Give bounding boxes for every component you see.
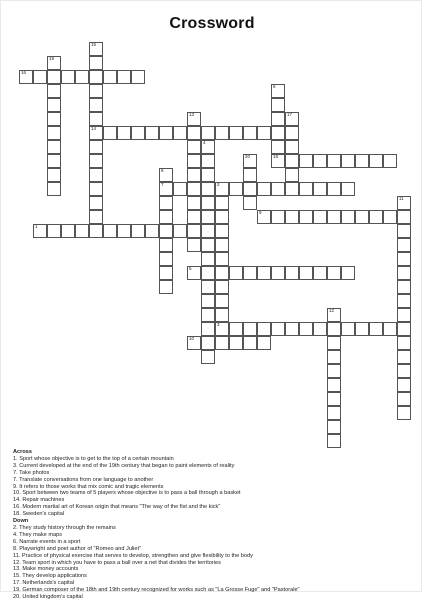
grid-cell[interactable] xyxy=(89,140,103,154)
grid-cell[interactable] xyxy=(47,154,61,168)
down-clue: 4. They make maps xyxy=(13,531,63,538)
grid-cell[interactable] xyxy=(103,126,117,140)
grid-cell[interactable] xyxy=(47,140,61,154)
grid-cell[interactable] xyxy=(327,392,341,406)
grid-cell[interactable] xyxy=(369,322,383,336)
grid-cell[interactable] xyxy=(271,126,285,140)
grid-cell[interactable] xyxy=(215,322,229,336)
clue-number: 8 xyxy=(161,168,164,173)
grid-cell[interactable] xyxy=(299,266,313,280)
grid-cell[interactable] xyxy=(397,322,411,336)
down-clue: 19. German composer of the 18th and 19th century recognized for works such as "La Grosse Fuge" and "Pastorale" xyxy=(13,587,300,594)
grid-cell[interactable] xyxy=(159,266,173,280)
grid-cell[interactable] xyxy=(397,238,411,252)
grid-cell[interactable] xyxy=(215,266,229,280)
grid-cell[interactable] xyxy=(327,308,341,322)
grid-cell[interactable] xyxy=(271,84,285,98)
grid-cell[interactable] xyxy=(327,406,341,420)
grid-cell[interactable] xyxy=(201,322,215,336)
grid-cell[interactable] xyxy=(229,126,243,140)
grid-cell[interactable] xyxy=(397,252,411,266)
grid-cell[interactable] xyxy=(89,98,103,112)
grid-cell[interactable] xyxy=(285,126,299,140)
grid-cell[interactable] xyxy=(145,126,159,140)
grid-cell[interactable] xyxy=(243,322,257,336)
grid-cell[interactable] xyxy=(229,182,243,196)
grid-cell[interactable] xyxy=(89,168,103,182)
grid-cell[interactable] xyxy=(383,322,397,336)
grid-cell[interactable] xyxy=(47,168,61,182)
clue-number: 19 xyxy=(49,56,55,61)
grid-cell[interactable] xyxy=(271,98,285,112)
grid-cell[interactable] xyxy=(117,224,131,238)
grid-cell[interactable] xyxy=(215,210,229,224)
grid-cell[interactable] xyxy=(397,294,411,308)
grid-cell[interactable] xyxy=(201,266,215,280)
grid-cell[interactable] xyxy=(89,56,103,70)
grid-cell[interactable] xyxy=(215,280,229,294)
grid-cell[interactable] xyxy=(47,182,61,196)
clue-number: 2 xyxy=(217,182,220,187)
grid-cell[interactable] xyxy=(215,252,229,266)
clue-number: 4 xyxy=(203,140,206,145)
down-clue: 15. They develop applications xyxy=(13,573,87,580)
across-clue: 7. Take photos xyxy=(13,469,50,476)
across-clue: 3. Current developed at the end of the 19th century that began to paint elements of reality xyxy=(13,462,235,469)
grid-cell[interactable] xyxy=(201,210,215,224)
grid-cell[interactable] xyxy=(397,364,411,378)
grid-cell[interactable] xyxy=(215,308,229,322)
grid-cell[interactable] xyxy=(187,140,201,154)
grid-cell[interactable] xyxy=(271,140,285,154)
grid-cell[interactable] xyxy=(271,182,285,196)
grid-cell[interactable] xyxy=(397,392,411,406)
grid-cell[interactable] xyxy=(89,196,103,210)
grid-cell[interactable] xyxy=(159,168,173,182)
grid-cell[interactable] xyxy=(243,266,257,280)
grid-cell[interactable] xyxy=(397,266,411,280)
across-clue: 1. Sport whose objective is to get to the top of a certain mountain xyxy=(13,455,174,462)
grid-cell[interactable] xyxy=(215,224,229,238)
grid-cell[interactable] xyxy=(187,210,201,224)
grid-cell[interactable] xyxy=(257,126,271,140)
grid-cell[interactable] xyxy=(383,210,397,224)
grid-cell[interactable] xyxy=(47,126,61,140)
across-clue: 14. Repair machines xyxy=(13,497,65,504)
down-clue: 8. Playwright and poet author of "Romeo and Juliet" xyxy=(13,545,142,552)
grid-cell[interactable] xyxy=(187,196,201,210)
grid-cell[interactable] xyxy=(187,336,201,350)
grid-cell[interactable] xyxy=(327,210,341,224)
grid-cell[interactable] xyxy=(89,224,103,238)
grid-cell[interactable] xyxy=(159,196,173,210)
grid-cell[interactable] xyxy=(215,336,229,350)
clue-number: 5 xyxy=(189,266,192,271)
grid-cell[interactable] xyxy=(173,182,187,196)
down-clue: 6. Narrate events in a sport xyxy=(13,538,81,545)
crossword-grid xyxy=(1,1,422,451)
grid-cell[interactable] xyxy=(285,182,299,196)
grid-cell[interactable] xyxy=(201,308,215,322)
down-clue: 17. Netherlands's capital xyxy=(13,580,75,587)
grid-cell[interactable] xyxy=(19,70,33,84)
grid-cell[interactable] xyxy=(33,70,47,84)
grid-cell[interactable] xyxy=(201,154,215,168)
grid-cell[interactable] xyxy=(215,196,229,210)
grid-cell[interactable] xyxy=(89,70,103,84)
grid-cell[interactable] xyxy=(159,182,173,196)
grid-cell[interactable] xyxy=(397,308,411,322)
grid-cell[interactable] xyxy=(341,154,355,168)
grid-cell[interactable] xyxy=(61,70,75,84)
grid-cell[interactable] xyxy=(397,406,411,420)
grid-cell[interactable] xyxy=(285,266,299,280)
grid-cell[interactable] xyxy=(327,154,341,168)
grid-cell[interactable] xyxy=(201,196,215,210)
grid-cell[interactable] xyxy=(327,350,341,364)
grid-cell[interactable] xyxy=(327,420,341,434)
grid-cell[interactable] xyxy=(103,224,117,238)
grid-cell[interactable] xyxy=(131,126,145,140)
grid-cell[interactable] xyxy=(215,126,229,140)
grid-cell[interactable] xyxy=(229,266,243,280)
grid-cell[interactable] xyxy=(201,238,215,252)
clue-number: 7 xyxy=(161,182,164,187)
grid-cell[interactable] xyxy=(397,336,411,350)
grid-cell[interactable] xyxy=(47,98,61,112)
grid-cell[interactable] xyxy=(201,252,215,266)
grid-cell[interactable] xyxy=(341,210,355,224)
down-clue: 20. United kingdom's capital xyxy=(13,594,83,601)
clue-number: 20 xyxy=(245,154,251,159)
down-clue: 11. Practice of physical exercise that serves to develop, strengthen and give flexibility to the body xyxy=(13,552,253,559)
grid-cell[interactable] xyxy=(313,154,327,168)
clue-number: 6 xyxy=(273,84,276,89)
grid-cell[interactable] xyxy=(159,224,173,238)
grid-cell[interactable] xyxy=(187,126,201,140)
grid-cell[interactable] xyxy=(285,112,299,126)
grid-cell[interactable] xyxy=(103,70,117,84)
grid-cell[interactable] xyxy=(327,266,341,280)
grid-cell[interactable] xyxy=(89,154,103,168)
grid-cell[interactable] xyxy=(145,224,159,238)
grid-cell[interactable] xyxy=(355,154,369,168)
grid-cell[interactable] xyxy=(201,182,215,196)
grid-cell[interactable] xyxy=(243,196,257,210)
clue-number: 15 xyxy=(91,42,97,47)
grid-cell[interactable] xyxy=(271,112,285,126)
grid-cell[interactable] xyxy=(257,182,271,196)
grid-cell[interactable] xyxy=(257,336,271,350)
grid-cell[interactable] xyxy=(187,266,201,280)
grid-cell[interactable] xyxy=(89,112,103,126)
grid-cell[interactable] xyxy=(75,70,89,84)
page-title: Crossword xyxy=(169,15,255,32)
grid-cell[interactable] xyxy=(131,70,145,84)
grid-cell[interactable] xyxy=(271,322,285,336)
grid-cell[interactable] xyxy=(243,336,257,350)
across-clue: 18. Sweden's capital xyxy=(13,511,65,518)
grid-cell[interactable] xyxy=(327,182,341,196)
grid-cell[interactable] xyxy=(397,378,411,392)
grid-cell[interactable] xyxy=(173,126,187,140)
grid-cell[interactable] xyxy=(397,196,411,210)
grid-cell[interactable] xyxy=(397,210,411,224)
down-clue: 2. They study history through the remains xyxy=(13,524,116,531)
grid-cell[interactable] xyxy=(47,224,61,238)
grid-cell[interactable] xyxy=(299,210,313,224)
clue-list xyxy=(13,449,413,601)
grid-cell[interactable] xyxy=(47,70,61,84)
grid-cell[interactable] xyxy=(201,350,215,364)
grid-cell[interactable] xyxy=(159,252,173,266)
grid-cell[interactable] xyxy=(187,168,201,182)
grid-cell[interactable] xyxy=(89,126,103,140)
grid-cell[interactable] xyxy=(47,84,61,98)
grid-cell[interactable] xyxy=(201,126,215,140)
grid-cell[interactable] xyxy=(369,210,383,224)
grid-cell[interactable] xyxy=(285,210,299,224)
grid-cell[interactable] xyxy=(285,154,299,168)
grid-cell[interactable] xyxy=(117,70,131,84)
grid-cell[interactable] xyxy=(215,182,229,196)
across-heading: Across xyxy=(13,449,32,455)
clue-number: 11 xyxy=(399,196,404,201)
grid-cell[interactable] xyxy=(313,266,327,280)
grid-cell[interactable] xyxy=(89,182,103,196)
grid-cell[interactable] xyxy=(271,154,285,168)
grid-cell[interactable] xyxy=(313,182,327,196)
grid-cell[interactable] xyxy=(299,322,313,336)
grid-cell[interactable] xyxy=(215,294,229,308)
grid-cell[interactable] xyxy=(313,210,327,224)
grid-cell[interactable] xyxy=(369,154,383,168)
grid-cell[interactable] xyxy=(159,280,173,294)
clue-number: 10 xyxy=(189,336,195,341)
across-clue: 7. Translate conversations from one language to another xyxy=(13,476,154,483)
grid-cell[interactable] xyxy=(285,140,299,154)
grid-cell[interactable] xyxy=(89,210,103,224)
grid-cell[interactable] xyxy=(257,210,271,224)
across-clue: 10. Sport between two teams of 5 players whose objective is to pass a ball through a basket xyxy=(13,490,241,497)
grid-cell[interactable] xyxy=(285,322,299,336)
grid-cell[interactable] xyxy=(327,322,341,336)
grid-cell[interactable] xyxy=(271,210,285,224)
grid-cell[interactable] xyxy=(327,434,341,448)
grid-cell[interactable] xyxy=(187,238,201,252)
grid-cell[interactable] xyxy=(341,182,355,196)
grid-cell[interactable] xyxy=(397,350,411,364)
grid-cell[interactable] xyxy=(201,140,215,154)
grid-cell[interactable] xyxy=(89,84,103,98)
grid-cell[interactable] xyxy=(173,224,187,238)
grid-cell[interactable] xyxy=(187,112,201,126)
grid-cell[interactable] xyxy=(117,126,131,140)
down-clue: 12. Team sport in which you have to pass a ball over a net that divides the territories xyxy=(13,559,221,566)
grid-cell[interactable] xyxy=(201,224,215,238)
clue-number: 16 xyxy=(21,70,27,75)
grid-cell[interactable] xyxy=(229,322,243,336)
grid-cell[interactable] xyxy=(285,168,299,182)
grid-cell[interactable] xyxy=(341,266,355,280)
grid-cell[interactable] xyxy=(355,322,369,336)
grid-cell[interactable] xyxy=(229,336,243,350)
clue-number: 1 xyxy=(35,224,38,229)
grid-cell[interactable] xyxy=(327,378,341,392)
clue-number: 14 xyxy=(91,126,97,131)
grid-cell[interactable] xyxy=(47,112,61,126)
clue-number: 3 xyxy=(217,322,220,327)
grid-cell[interactable] xyxy=(201,168,215,182)
grid-cell[interactable] xyxy=(33,224,47,238)
grid-cell[interactable] xyxy=(243,168,257,182)
grid-cell[interactable] xyxy=(215,238,229,252)
grid-cell[interactable] xyxy=(299,182,313,196)
grid-cell[interactable] xyxy=(187,224,201,238)
grid-cell[interactable] xyxy=(257,322,271,336)
grid-cell[interactable] xyxy=(159,126,173,140)
grid-cell[interactable] xyxy=(383,154,397,168)
grid-cell[interactable] xyxy=(187,154,201,168)
grid-cell[interactable] xyxy=(327,336,341,350)
across-clue: 9. It refers to those works that mix comic and tragic elements xyxy=(13,483,164,490)
grid-cell[interactable] xyxy=(355,210,369,224)
grid-cell[interactable] xyxy=(243,126,257,140)
grid-cell[interactable] xyxy=(201,280,215,294)
grid-cell[interactable] xyxy=(271,266,285,280)
grid-cell[interactable] xyxy=(257,266,271,280)
grid-cell[interactable] xyxy=(397,224,411,238)
across-clue: 16. Modern martial art of Korean origin that means "The way of the fist and the kick" xyxy=(13,504,221,511)
clue-number: 13 xyxy=(189,112,195,117)
clue-number: 12 xyxy=(329,308,335,313)
grid-cell[interactable] xyxy=(201,336,215,350)
clue-number: 18 xyxy=(273,154,279,159)
grid-cell[interactable] xyxy=(243,182,257,196)
grid-cell[interactable] xyxy=(159,210,173,224)
down-clue: 13. Make money accounts xyxy=(13,566,79,573)
grid-cell[interactable] xyxy=(201,294,215,308)
grid-cell[interactable] xyxy=(187,182,201,196)
grid-cell[interactable] xyxy=(61,224,75,238)
down-heading: Down xyxy=(13,518,29,525)
grid-cell[interactable] xyxy=(131,224,145,238)
grid-cell[interactable] xyxy=(327,364,341,378)
grid-cell[interactable] xyxy=(47,56,61,70)
grid-cell[interactable] xyxy=(397,280,411,294)
grid-cell[interactable] xyxy=(243,154,257,168)
grid-cell[interactable] xyxy=(89,42,103,56)
clue-number: 17 xyxy=(287,112,293,117)
grid-cell[interactable] xyxy=(341,322,355,336)
grid-cell[interactable] xyxy=(313,322,327,336)
grid-cell[interactable] xyxy=(159,238,173,252)
grid-cell[interactable] xyxy=(299,154,313,168)
clue-number: 9 xyxy=(259,210,262,215)
grid-cell[interactable] xyxy=(75,224,89,238)
